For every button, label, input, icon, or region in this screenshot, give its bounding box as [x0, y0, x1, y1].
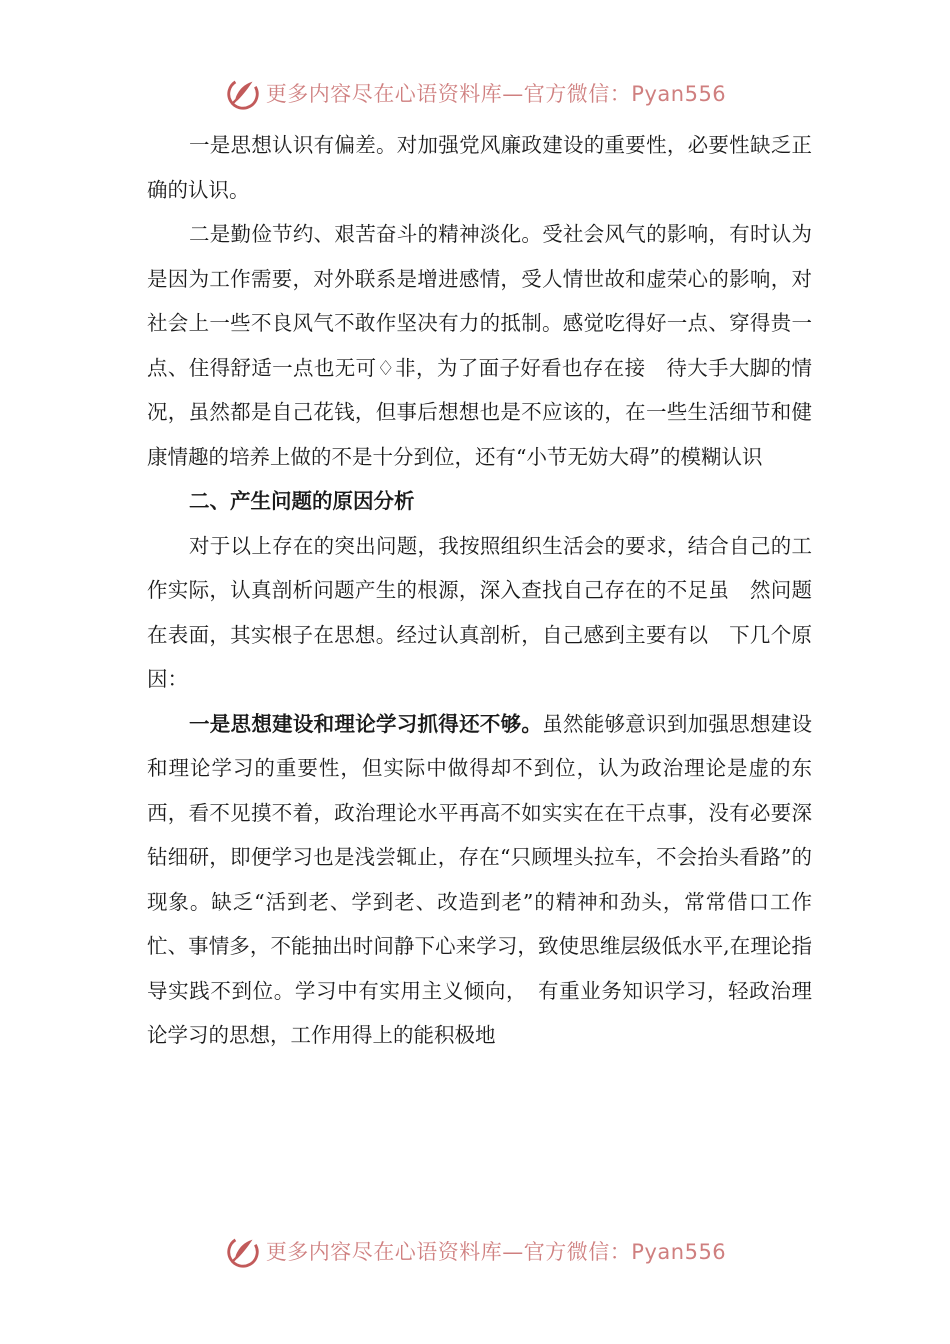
paragraph-body-text: 虽然能够意识到加强思想建设和理论学习的重要性，但实际中做得却不到位，认为政治理论是虚的东西，看不见摸不着，政治理论水平再高不如实实在在干点事，没有必要深钻细研，即便学习也是浅尝辄止，存在“只顾埋头拉车，不会抬头看路”的现象。缺乏“活到老、学到老、改造到老”的精神和劲头，常常借口工作忙、事情多，不能抽出时间静下心来学习，致使思维层级低水平,在理论指导实践不到位。学习中有实用主义倾向， 有重业务知识学习，轻政治理论学习的思想，工作用得上的能积极地 — [147, 711, 813, 1047]
paragraph-frugality: 二是勤俭节约、艰苦奋斗的精神淡化。受社会风气的影响，有时认为是因为工作需要，对外联系是增进感情，受人情世故和虚荣心的影响，对社会上一些不良风气不敢作坚决有力的抵制。感觉吃得好一点、穿得贵一点、住得舒适一点也无可♢非，为了面子好看也存在接 待大手大脚的情况，虽然都是自己花钱，但事后想想也是不应该的，在一些生活细节和健康情趣的培养上做的不是十分到位，还有“小节无妨大碍”的模糊认识 — [147, 222, 812, 469]
paragraph-cause-intro: 对于以上存在的突出问题，我按照组织生活会的要求，结合自己的工作实际，认真剖析问题产生的根源，深入查找自己存在的不足虽 然问题在表面，其实根子在思想。经过认真剖析，自己感到主要有以 下几个原因： — [147, 533, 812, 691]
paragraph-lead-phrase: 一是思想建设和理论学习抓得还不够。 — [189, 711, 543, 736]
paragraph-theory-study — [147, 702, 812, 1058]
ink-brush-logo-icon — [224, 74, 262, 112]
header-watermark-banner — [0, 68, 950, 118]
footer-watermark-banner — [0, 1226, 950, 1276]
ink-brush-logo-icon — [224, 1232, 262, 1270]
document-body — [147, 123, 812, 1058]
footer-watermark-text: 更多内容尽在心语资料库—官方微信：Pyan556 — [265, 1240, 727, 1264]
section-heading-cause-analysis: 二、产生问题的原因分析 — [189, 489, 415, 513]
header-watermark-text: 更多内容尽在心语资料库—官方微信：Pyan556 — [265, 82, 727, 106]
paragraph-ideological-understanding: 一是思想认识有偏差。对加强党风廉政建设的重要性，必要性缺乏正确的认识。 — [147, 133, 812, 202]
